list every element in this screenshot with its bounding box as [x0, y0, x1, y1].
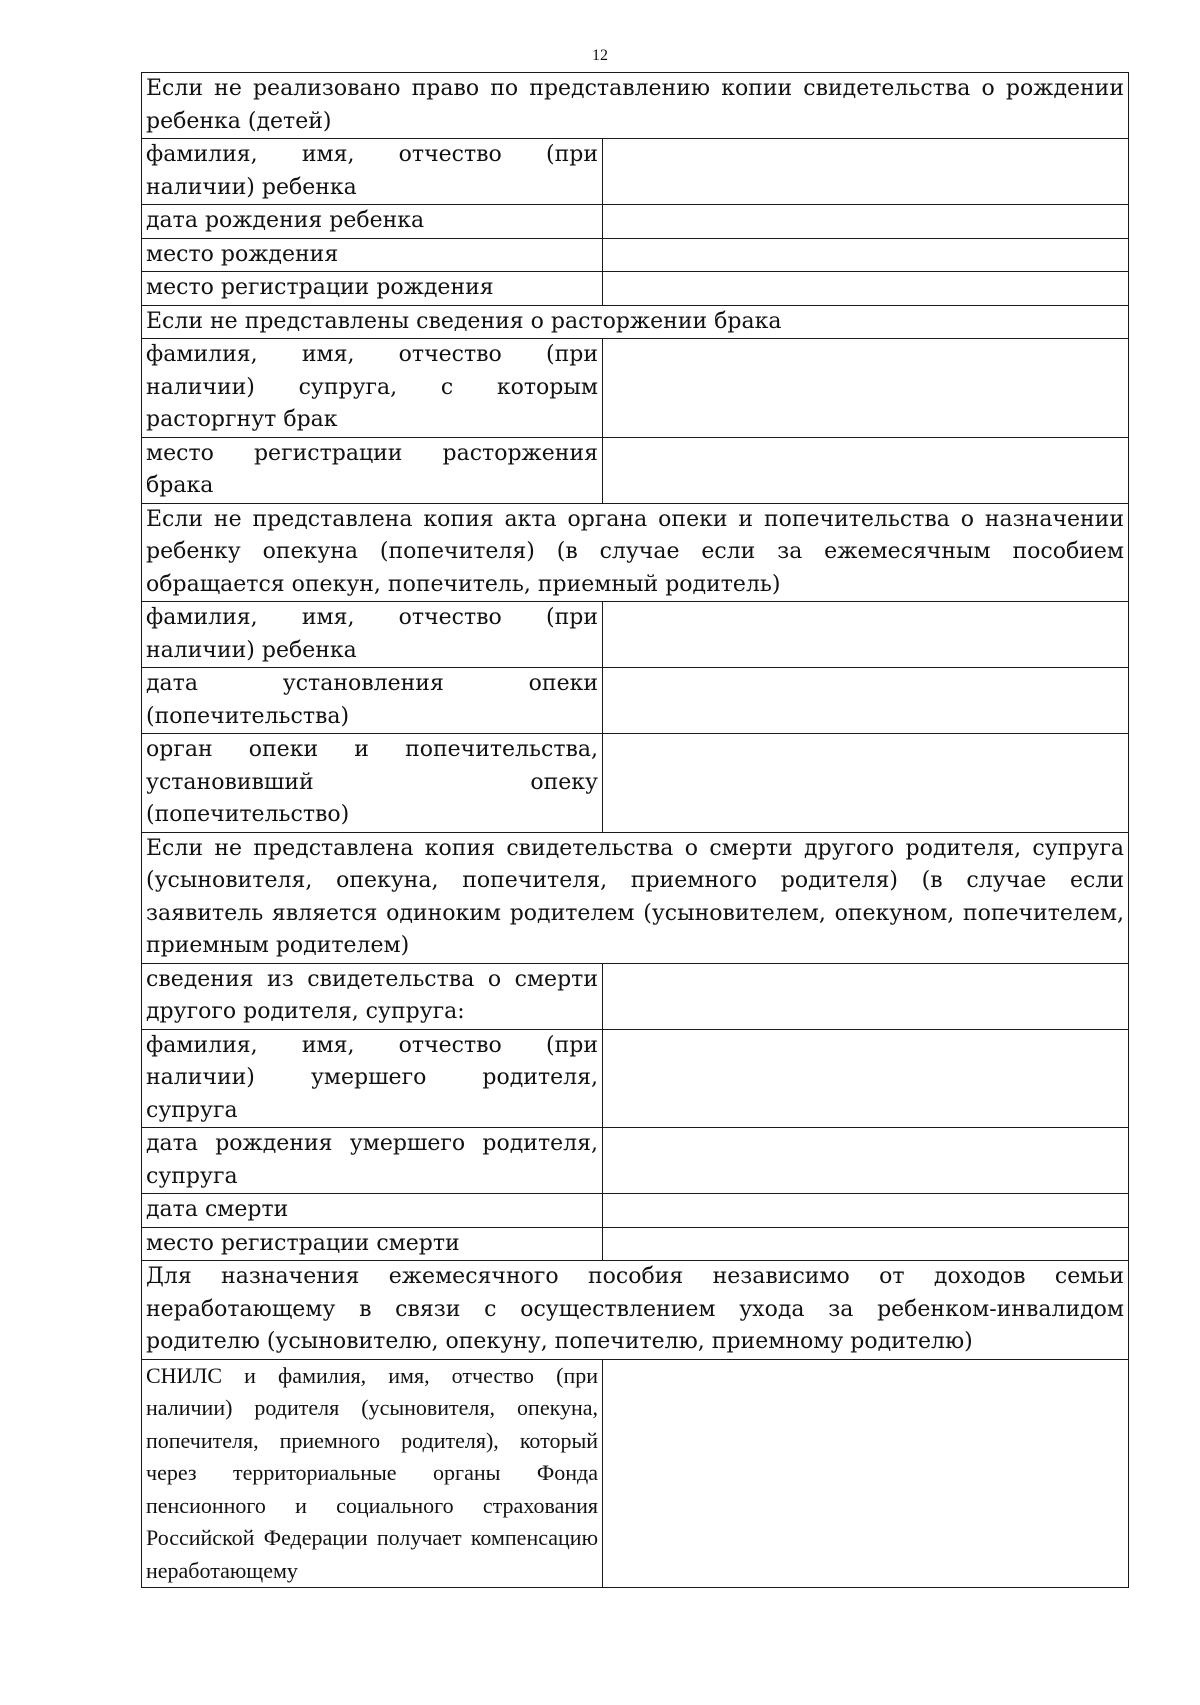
field-label-deceased-birth-date: дата рождения умершего родителя, супруга	[142, 1128, 603, 1194]
field-label-child-birth-date: дата рождения ребенка	[142, 205, 603, 239]
field-input-death-certificate-info[interactable]	[603, 963, 1129, 1029]
field-row-death-certificate-info	[142, 963, 1129, 1029]
field-label-child-name: фамилия, имя, отчество (при наличии) ребенка	[142, 139, 603, 205]
field-label-divorce-registration-place: место регистрации расторжения брака	[142, 437, 603, 503]
field-row-child-birth-date	[142, 205, 1129, 239]
field-label-birth-place: место рождения	[142, 238, 603, 272]
field-input-child-name[interactable]	[603, 139, 1129, 205]
section-row-divorce	[142, 305, 1129, 339]
section-row-disabled-child-care	[142, 1261, 1129, 1360]
section-row-death-certificate	[142, 832, 1129, 963]
field-input-ward-child-name[interactable]	[603, 602, 1129, 668]
field-row-birth-registration-place	[142, 272, 1129, 306]
field-input-birth-place[interactable]	[603, 238, 1129, 272]
field-input-birth-registration-place[interactable]	[603, 272, 1129, 306]
field-input-guardianship-authority[interactable]	[603, 734, 1129, 833]
section-row-birth-certificate	[142, 73, 1129, 139]
field-row-guardianship-authority	[142, 734, 1129, 833]
field-input-ex-spouse-name[interactable]	[603, 339, 1129, 438]
field-row-guardianship-date	[142, 668, 1129, 734]
field-row-ward-child-name	[142, 602, 1129, 668]
field-input-guardianship-date[interactable]	[603, 668, 1129, 734]
field-row-death-date	[142, 1194, 1129, 1228]
field-input-divorce-registration-place[interactable]	[603, 437, 1129, 503]
field-row-deceased-birth-date	[142, 1128, 1129, 1194]
field-label-ex-spouse-name: фамилия, имя, отчество (при наличии) супруга, с которым расторгнут брак	[142, 339, 603, 438]
section-heading-death-certificate: Если не представлена копия свидетельства о смерти другого родителя, супруга (усыновителя, опекуна, попечителя, приемного родителя) (в случае если заявитель является одиноким родителем (усыновителем, опекуном, попечителем, приемным родителем)	[142, 832, 1129, 963]
section-heading-birth-certificate: Если не реализовано право по представлению копии свидетельства о рождении ребенка (детей)	[142, 73, 1129, 139]
field-label-snils-parent: СНИЛС и фамилия, имя, отчество (при наличии) родителя (усыновителя, опекуна, попечителя, приемного родителя), который через территориальные органы Фонда пенсионного и социального страхования Российской Федерации получает компенсацию неработающему	[142, 1359, 603, 1588]
field-input-child-birth-date[interactable]	[603, 205, 1129, 239]
field-label-death-certificate-info: сведения из свидетельства о смерти другого родителя, супруга:	[142, 963, 603, 1029]
field-row-snils-parent	[142, 1359, 1129, 1588]
field-input-snils-parent[interactable]	[603, 1359, 1129, 1588]
section-row-guardianship	[142, 503, 1129, 602]
field-row-child-name	[142, 139, 1129, 205]
field-label-death-date: дата смерти	[142, 1194, 603, 1228]
field-row-divorce-registration-place	[142, 437, 1129, 503]
section-heading-divorce: Если не представлены сведения о расторжении брака	[142, 305, 1129, 339]
field-label-death-registration-place: место регистрации смерти	[142, 1227, 603, 1261]
field-row-death-registration-place	[142, 1227, 1129, 1261]
field-input-death-registration-place[interactable]	[603, 1227, 1129, 1261]
field-input-death-date[interactable]	[603, 1194, 1129, 1228]
field-label-guardianship-authority: орган опеки и попечительства, установивший опеку (попечительство)	[142, 734, 603, 833]
field-input-deceased-birth-date[interactable]	[603, 1128, 1129, 1194]
section-heading-disabled-child-care: Для назначения ежемесячного пособия независимо от доходов семьи неработающему в связи с осуществлением ухода за ребенком-инвалидом родителю (усыновителю, опекуну, попечителю, приемному родителю)	[142, 1261, 1129, 1360]
page-number: 12	[592, 47, 608, 64]
form-table	[141, 72, 1129, 1588]
field-row-ex-spouse-name	[142, 339, 1129, 438]
field-label-guardianship-date: дата установления опеки (попечительства)	[142, 668, 603, 734]
field-row-deceased-name	[142, 1029, 1129, 1128]
field-label-ward-child-name: фамилия, имя, отчество (при наличии) ребенка	[142, 602, 603, 668]
field-label-deceased-name: фамилия, имя, отчество (при наличии) умершего родителя, супруга	[142, 1029, 603, 1128]
section-heading-guardianship: Если не представлена копия акта органа опеки и попечительства о назначении ребенку опекуна (попечителя) (в случае если за ежемесячным пособием обращается опекун, попечитель, приемный родитель)	[142, 503, 1129, 602]
field-label-birth-registration-place: место регистрации рождения	[142, 272, 603, 306]
field-row-birth-place	[142, 238, 1129, 272]
field-input-deceased-name[interactable]	[603, 1029, 1129, 1128]
